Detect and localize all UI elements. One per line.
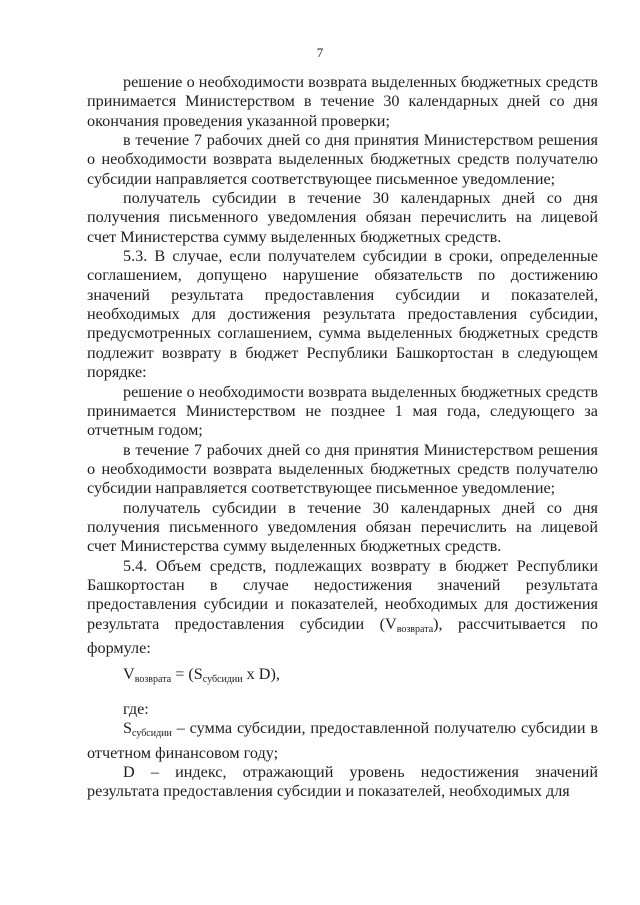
paragraph-5-4-end: ), рассчитывается по формуле: — [87, 614, 598, 657]
where-label: где: — [123, 700, 149, 718]
formula-v-subscript: возврата — [134, 674, 172, 685]
paragraph-transfer-30-days: получатель субсидии в течение 30 календарных дней со дня получения письменного уведомления обязан перечислить на лицевой счет Министерства сумму выделенных бюджетных средств. — [87, 189, 598, 246]
definition-s-text: – сумма субсидии, предоставленной получателю субсидии в отчетном финансовом году; — [87, 719, 598, 762]
definition-s — [87, 719, 598, 763]
paragraph-notice-7-days: в течение 7 рабочих дней со дня принятия Министерством решения о необходимости возврата выделенных бюджетных средств получателю субсидии направляется соответствующее письменное уведомление; — [87, 131, 598, 188]
formula-middle: = (S — [171, 665, 203, 683]
paragraph-decision-may-1: решение о необходимости возврата выделенных бюджетных средств принимается Министерством не позднее 1 мая года, следующего за отчетным годом; — [87, 382, 598, 440]
formula-s-subscript: субсидии — [202, 674, 243, 685]
document-body — [87, 73, 598, 658]
paragraph-decision-30-days: решение о необходимости возврата выделенных бюджетных средств принимается Министерством в течение 30 календарных дней со дня окончания проведения указанной проверки; — [87, 73, 598, 130]
definition-s-symbol: S — [123, 719, 133, 738]
definitions — [87, 700, 598, 802]
formula-end: x D), — [242, 665, 280, 683]
paragraph-5-4-main: 5.4. Объем средств, подлежащих возврату в бюджет Республики Башкортостан в случае недостижения значений результата предоставления субсидии и показателей, необходимых для достижения результата предоставления субсидии (V — [87, 556, 598, 633]
paragraph-5-3: 5.3. В случае, если получателем субсидии в сроки, определенные соглашением, допущено нарушение обязательств по достижению значений результата предоставления субсидии и показателей, необходимых для достижения результата предоставления субсидии, предусмотренных соглашением, сумма выделенных бюджетных средств подлежит возврату в бюджет Республики Башкортостан в следующем порядке: — [87, 247, 598, 382]
paragraph-notice-7-days-2: в течение 7 рабочих дней со дня принятия Министерством решения о необходимости возврата выделенных бюджетных средств получателю субсидии направляется соответствующее письменное уведомление; — [87, 440, 598, 498]
definition-d: D – индекс, отражающий уровень недостижения значений результата предоставления субсидии и показателей, необходимых для — [87, 763, 598, 801]
paragraph-5-4 — [87, 557, 598, 659]
paragraph-transfer-30-days-2: получатель субсидии в течение 30 календарных дней со дня получения письменного уведомления обязан перечислить на лицевой счет Министерства сумму выделенных бюджетных средств. — [87, 498, 598, 556]
page-number: 7 — [316, 45, 324, 60]
v-subscript: возврата — [396, 623, 434, 635]
formula — [123, 664, 280, 690]
definition-s-subscript: субсидии — [132, 728, 172, 740]
formula-v: V — [123, 665, 135, 683]
